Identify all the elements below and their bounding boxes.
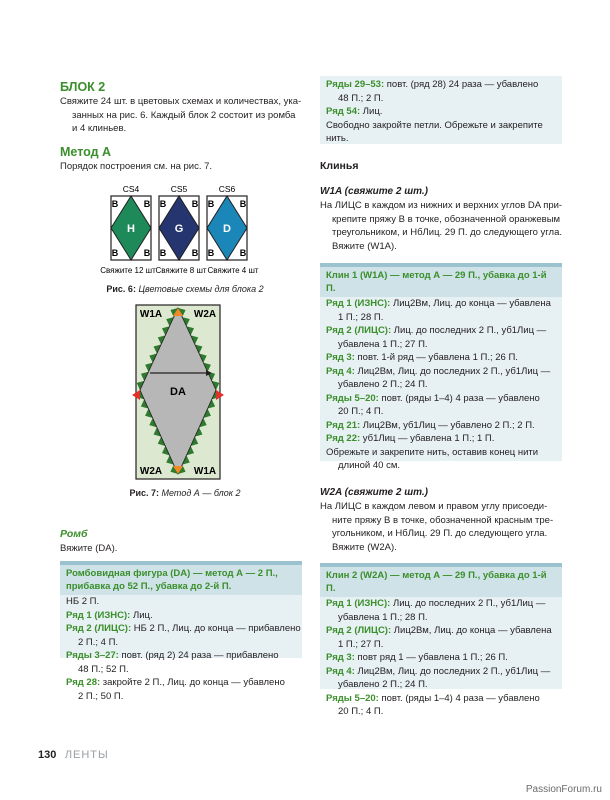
instruction-row <box>320 432 562 446</box>
instruction-row <box>320 119 562 146</box>
center-letter: H <box>127 223 135 235</box>
instruction-row <box>60 595 302 609</box>
instruction-row <box>320 105 562 119</box>
instruction-row <box>320 665 562 692</box>
svg-text:B: B <box>207 248 215 258</box>
row-label: Ряд 1 (ИЗНС): <box>326 298 391 309</box>
row-label: Ряд 4: <box>326 665 355 677</box>
row-label: Ряд 3: <box>326 352 355 363</box>
method-a-text: Порядок построения см. на рис. 7. <box>60 161 213 172</box>
row-text: повт. (ряды 1–4) 4 раза — убавлено <box>381 692 540 704</box>
row-text: убавлена 1 П.; 27 П. <box>338 338 428 350</box>
row-text: повт. (ряд 28) 24 раза — убавлено <box>386 79 539 90</box>
svg-text:B: B <box>207 199 215 209</box>
row-text: уб1Лиц — убавлена 1 П.; 1 П. <box>362 433 495 444</box>
wedge-label: W1A <box>193 466 217 477</box>
instruction-row <box>320 419 562 433</box>
instruction-row <box>60 649 302 676</box>
row-label: Ряд 2 (ЛИЦС): <box>326 625 392 636</box>
block2-text <box>60 95 305 136</box>
row-label: Ряды 3–27: <box>66 650 119 661</box>
row-label: Ряд 3: <box>326 652 355 663</box>
row-label: Ряды 29–53: <box>326 79 385 90</box>
row-text: 20 П.; 4 П. <box>338 406 384 417</box>
row-text: 2 П.; 4 П. <box>78 636 119 648</box>
row-label: Ряд 54: <box>326 106 361 117</box>
scheme-caption: Свяжите 12 шт <box>100 266 156 275</box>
box-header: Клин 1 (W1A) — метод А — 29 П., убавка до 1-й П. <box>320 267 562 297</box>
row-label: Ряд 2 (ЛИЦС): <box>326 325 392 336</box>
row-text: Лиц2Вм, Лиц. до конца — убавлена <box>393 625 552 636</box>
row-label: Ряд 28: <box>66 677 101 688</box>
row-text: 20 П.; 4 П. <box>338 706 384 717</box>
block2-title: БЛОК 2 <box>60 80 106 94</box>
row-text: Лиц2Вм, Лиц. до последних 2 П., уб1Лиц — <box>357 665 551 677</box>
row-text: убавлено 2 П.; 24 П. <box>338 379 428 390</box>
caption-label: Рис. 7: <box>129 488 160 498</box>
box-rows <box>320 597 562 719</box>
svg-text:B: B <box>143 248 151 258</box>
row-text: Лиц2Вм, уб1Лиц — убавлено 2 П.; 2 П. <box>362 419 535 431</box>
method-a-title: Метод А <box>60 145 112 159</box>
instruction-row <box>320 78 562 105</box>
wedge-label: W2A <box>139 466 163 477</box>
svg-text:D: D <box>223 223 231 235</box>
romb-text: Вяжите (DA). <box>60 543 118 554</box>
box-rows <box>320 297 562 473</box>
row-text: убавлено 2 П.; 24 П. <box>338 679 428 690</box>
figure-7-svg <box>128 302 228 482</box>
row-text: Свободно закройте петли. Обрежьте и закрепите нить. <box>326 119 543 144</box>
svg-text:B: B <box>111 199 119 209</box>
instruction-row <box>60 622 302 649</box>
svg-text:CS5: CS5 <box>170 184 188 194</box>
svg-text:G: G <box>174 223 184 235</box>
instruction-row <box>320 351 562 365</box>
svg-text:B: B <box>239 248 247 258</box>
instruction-row <box>60 609 302 623</box>
w2a-title: W2A (свяжите 2 шт.) <box>320 487 428 498</box>
row-text: 48 П.; 52 П. <box>78 663 129 675</box>
page-footer <box>38 745 109 763</box>
row-label: Ряды 5–20: <box>326 392 379 404</box>
scheme-cs4 <box>111 184 151 260</box>
page-number: 130 <box>38 749 57 761</box>
figure-7-caption <box>60 488 310 498</box>
box-rows <box>320 76 562 146</box>
row-text: повт. (ряд 2) 24 раза — прибавлено <box>121 650 279 661</box>
caption-text: Цветовые схемы для блока 2 <box>138 284 264 294</box>
row-text: 1 П.; 28 П. <box>338 311 384 323</box>
da-label: DA <box>170 386 186 398</box>
box-header: Ромбовидная фигура (DA) — метод А — 2 П., прибавка до 52 П., убавка до 2-й П. <box>60 565 302 595</box>
box-header: Клин 2 (W2A) — метод А — 29 П., убавка до 1-й П. <box>320 567 562 597</box>
svg-text:CS6: CS6 <box>218 184 236 194</box>
svg-text:B: B <box>191 199 199 209</box>
instruction-row <box>320 651 562 665</box>
row-text: 2 П.; 50 П. <box>78 690 124 702</box>
instruction-row <box>320 365 562 392</box>
romb-title: Ромб <box>60 528 88 540</box>
w1a-text: На ЛИЦС в каждом из нижних и верхних углов DA при- крепите пряжу В в точке, обозначенной оранжевым треугольником, и НбЛиц. 29 П. до следующего угла. Вяжите (W1A). <box>320 200 563 252</box>
w2a-text: На ЛИЦС в каждом левом и правом углу присоеди- ните пряжу В в точке, обозначенной красным тре- угольником, и НбЛиц. 29 П. до следующего угла. Вяжите (W2A). <box>320 501 554 553</box>
scheme-cs6 <box>207 184 247 260</box>
w2a-instruction-box <box>320 563 562 717</box>
row-text: Обрежьте и закрепите нить, оставив конец нити <box>326 446 539 458</box>
w1a-instruction-box <box>320 263 562 471</box>
row-text: Лиц2Вм, Лиц. до последних 2 П., уб1Лиц — <box>357 365 551 377</box>
row-label: Ряд 1 (ИЗНС): <box>326 598 391 609</box>
instruction-row <box>320 446 562 473</box>
text-line: занных на рис. 6. Каждый блок 2 состоит из ромба <box>72 109 296 121</box>
row-text: длиной 40 см. <box>338 460 400 471</box>
row-text: повт ряд 1 — убавлена 1 П.; 26 П. <box>357 652 508 663</box>
row-text: НБ 2 П., Лиц. до конца — прибавлено <box>133 623 301 634</box>
figure-7 <box>128 302 228 482</box>
instruction-row <box>60 676 302 703</box>
row-text: убавлена 1 П.; 28 П. <box>338 611 428 623</box>
row-text: Лиц. до последних 2 П., уб1Лиц — <box>392 598 546 609</box>
scheme-caption: Свяжите 8 шт <box>155 266 207 275</box>
figure-6 <box>100 182 270 282</box>
row-text: Лиц. до последних 2 П., уб1Лиц — <box>393 325 547 336</box>
watermark: PassionForum.ru <box>525 784 602 795</box>
row-text: повт. 1-й ряд — убавлена 1 П.; 26 П. <box>357 352 518 363</box>
svg-text:B: B <box>239 199 247 209</box>
svg-text:B: B <box>159 199 167 209</box>
section-name: ЛЕНТЫ <box>64 749 109 761</box>
caption-label: Рис. 6: <box>106 284 136 294</box>
top-instruction-box <box>320 76 562 144</box>
scheme-caption: Свяжите 4 шт <box>207 266 259 275</box>
svg-text:B: B <box>191 248 199 258</box>
row-label: Ряд 1 (ИЗНС): <box>66 609 131 621</box>
instruction-row <box>320 392 562 419</box>
row-label: Ряд 21: <box>326 419 361 431</box>
figure-6-caption <box>60 284 310 294</box>
w1a-title: W1A (свяжите 2 шт.) <box>320 186 428 197</box>
svg-text:B: B <box>143 199 151 209</box>
instruction-row <box>320 324 562 351</box>
row-label: Ряд 2 (ЛИЦС): <box>66 623 132 634</box>
box-rows <box>60 595 302 703</box>
row-text: повт. (ряды 1–4) 4 раза — убавлено <box>381 392 540 404</box>
row-text: закройте 2 П., Лиц. до конца — убавлено <box>102 677 285 688</box>
wedge-label: W1A <box>139 309 163 320</box>
wedges-title: Клинья <box>320 160 359 172</box>
row-text: Лиц. <box>362 106 383 117</box>
svg-text:B: B <box>159 248 167 258</box>
scheme-label: CS4 <box>122 184 140 194</box>
row-label: Ряд 22: <box>326 433 361 444</box>
row-text: НБ 2 П. <box>66 596 100 607</box>
svg-text:B: B <box>111 248 119 258</box>
wedge-label: W2A <box>193 309 217 320</box>
row-label: Ряд 4: <box>326 365 355 377</box>
da-instruction-box <box>60 561 302 702</box>
scheme-cs5 <box>159 184 199 260</box>
instruction-row <box>320 597 562 624</box>
instruction-row <box>320 624 562 651</box>
text-line: и 4 клиньев. <box>72 123 127 134</box>
text-line: Свяжите 24 шт. в цветовых схемах и количествах, ука- <box>60 96 302 107</box>
row-text: Лиц2Вм, Лиц. до конца — убавлена <box>392 298 551 309</box>
row-label: Ряды 5–20: <box>326 692 379 704</box>
instruction-row <box>320 692 562 719</box>
figure-6-svg <box>100 182 270 282</box>
row-text: Лиц. <box>132 609 153 621</box>
caption-text: Метод А — блок 2 <box>161 488 241 498</box>
row-text: 1 П.; 27 П. <box>338 638 384 650</box>
instruction-row <box>320 297 562 324</box>
row-text: 48 П.; 2 П. <box>338 92 384 104</box>
